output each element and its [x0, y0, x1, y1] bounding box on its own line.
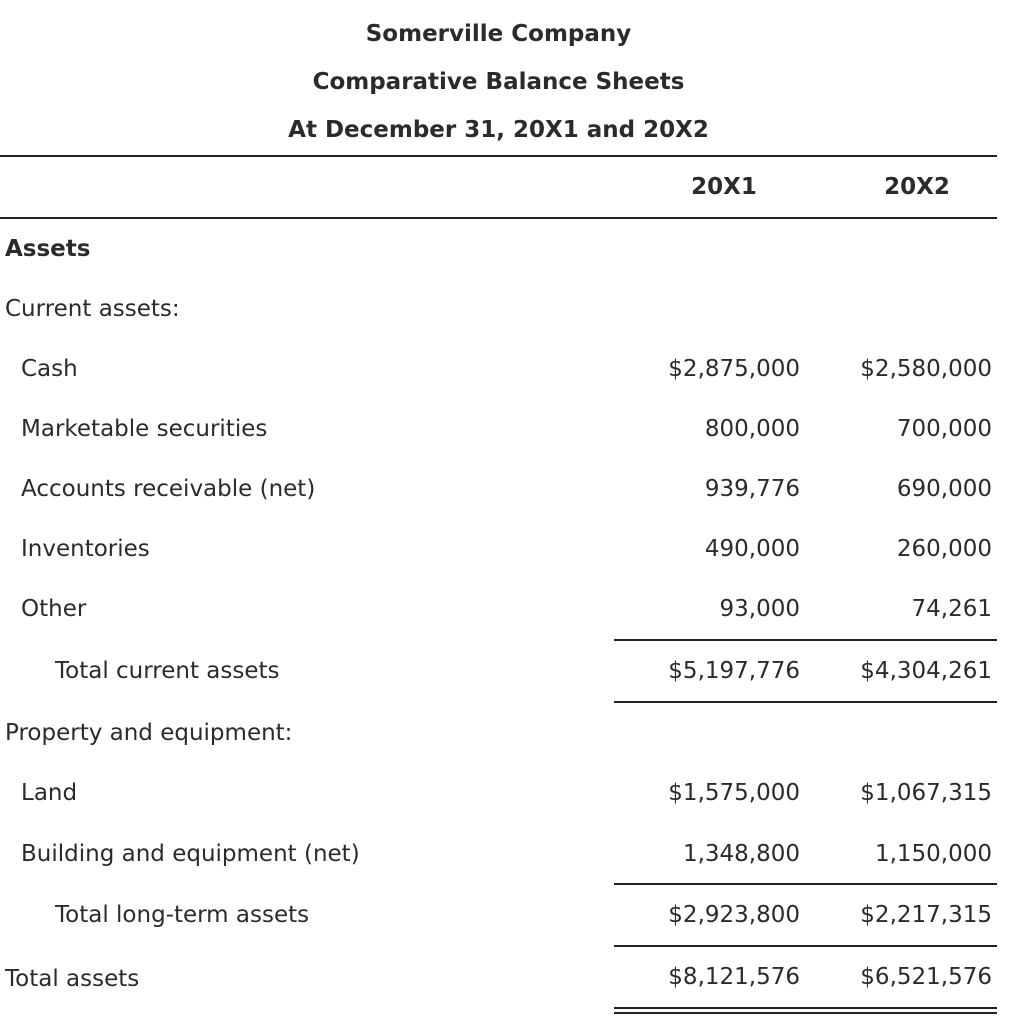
column-header-20x2: 20X2: [884, 174, 950, 200]
row-label-total-longterm-assets: Total long-term assets: [55, 902, 310, 928]
total-longterm-assets-20x1: $2,923,800: [668, 902, 800, 928]
building-equipment-20x2: 1,150,000: [874, 841, 992, 867]
total-assets-20x2: $6,521,576: [860, 964, 992, 990]
row-label-building-equipment: Building and equipment (net): [21, 841, 360, 867]
header-rule-top: [0, 155, 997, 157]
header-rule-bottom: [0, 217, 997, 219]
marketable-securities-20x2: 700,000: [896, 416, 992, 442]
row-label-land: Land: [21, 780, 78, 806]
row-label-accounts-receivable: Accounts receivable (net): [21, 476, 316, 502]
marketable-securities-20x1: 800,000: [704, 416, 800, 442]
other-20x1: 93,000: [719, 596, 800, 622]
grand-total-rule-1: [614, 1007, 997, 1009]
statement-date: At December 31, 20X1 and 20X2: [288, 117, 709, 143]
current-assets-heading: Current assets:: [5, 296, 180, 322]
land-20x1: $1,575,000: [668, 780, 800, 806]
company-name: Somerville Company: [365, 21, 632, 47]
total-assets-20x1: $8,121,576: [668, 964, 800, 990]
accounts-receivable-20x1: 939,776: [704, 476, 800, 502]
assets-heading: Assets: [5, 236, 91, 262]
statement-title: Comparative Balance Sheets: [312, 69, 685, 95]
total-rule-current: [614, 701, 997, 703]
land-20x2: $1,067,315: [860, 780, 992, 806]
row-label-marketable-securities: Marketable securities: [21, 416, 268, 442]
subtotal-rule-longterm: [614, 883, 997, 885]
total-rule-longterm: [614, 945, 997, 947]
subtotal-rule-current: [614, 639, 997, 641]
other-20x2: 74,261: [911, 596, 992, 622]
total-current-assets-20x1: $5,197,776: [668, 658, 800, 684]
total-current-assets-20x2: $4,304,261: [860, 658, 992, 684]
building-equipment-20x1: 1,348,800: [682, 841, 800, 867]
inventories-20x2: 260,000: [896, 536, 992, 562]
grand-total-rule-2: [614, 1012, 997, 1014]
column-header-20x1: 20X1: [691, 174, 757, 200]
cash-20x1: $2,875,000: [668, 356, 800, 382]
cash-20x2: $2,580,000: [860, 356, 992, 382]
row-label-total-current-assets: Total current assets: [55, 658, 280, 684]
inventories-20x1: 490,000: [704, 536, 800, 562]
row-label-other: Other: [21, 596, 87, 622]
total-longterm-assets-20x2: $2,217,315: [860, 902, 992, 928]
row-label-cash: Cash: [21, 356, 78, 382]
property-heading: Property and equipment:: [5, 720, 293, 746]
accounts-receivable-20x2: 690,000: [896, 476, 992, 502]
row-label-inventories: Inventories: [21, 536, 150, 562]
row-label-total-assets: Total assets: [5, 966, 140, 992]
